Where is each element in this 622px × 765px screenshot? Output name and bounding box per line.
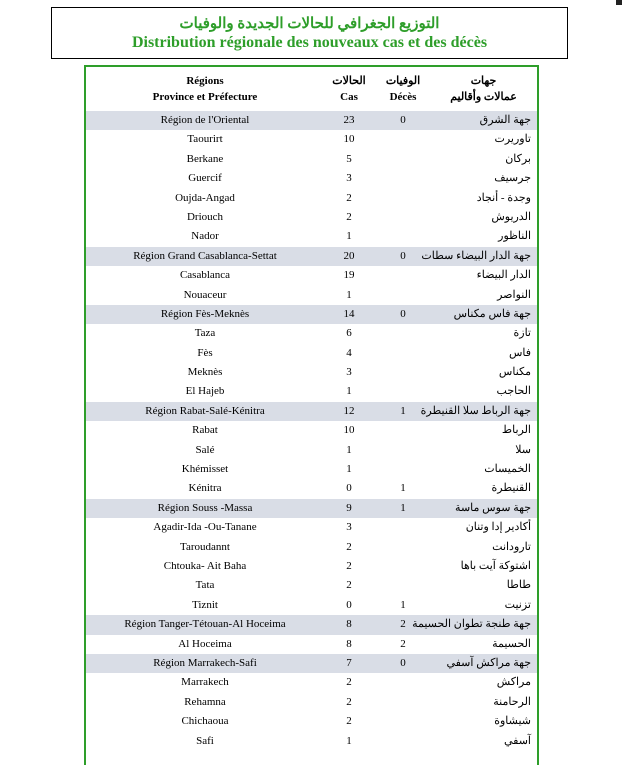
cell-arabic-name: الرباط (501, 424, 531, 437)
cell-cas: 1 (346, 463, 352, 476)
cell-deces (374, 693, 432, 712)
table-row (86, 518, 537, 537)
table-row (86, 441, 537, 460)
cell-cas: 4 (346, 346, 352, 359)
header-cas-line1: الحالات (332, 75, 366, 87)
cell-name: Marrakech (181, 676, 229, 689)
cell-deces: 1 (400, 404, 406, 417)
table-row (86, 286, 537, 305)
cell-name: Région Rabat-Salé-Kénitra (145, 404, 265, 417)
table-row (86, 693, 537, 712)
cell-arabic-name: الحاجب (496, 385, 531, 398)
header-region (86, 73, 324, 105)
table-row (86, 169, 537, 188)
cell-arabic-name: وجدة - أنجاد (476, 191, 531, 204)
cell-cas: 7 (346, 656, 352, 669)
cell-deces (374, 266, 432, 285)
cell-arabic-name: أكادير إدا وتنان (465, 521, 531, 534)
cell-deces: 0 (400, 249, 406, 262)
table-row (86, 712, 537, 731)
cell-name: Taza (194, 327, 216, 340)
corner-mark (616, 0, 622, 5)
table-row (86, 189, 537, 208)
region-row (86, 402, 537, 421)
cell-arabic-name: تارودانت (492, 540, 531, 553)
cell-deces (374, 130, 432, 149)
cell-deces (374, 363, 432, 382)
cell-name: Guercif (188, 172, 222, 185)
cell-cas: 2 (346, 695, 352, 708)
cell-name: Rehamna (184, 695, 226, 708)
cell-arabic-name: طاطا (506, 579, 531, 592)
header-cas-line2: Cas (340, 91, 358, 103)
cell-name: Région de l'Oriental (160, 114, 250, 126)
cell-cas: 12 (343, 404, 355, 417)
cell-deces: 1 (400, 598, 406, 611)
cell-deces (374, 712, 432, 731)
cell-name: Oujda-Angad (175, 191, 235, 204)
cell-name: Taourirt (187, 133, 223, 146)
cell-arabic-name: مكناس (498, 366, 531, 379)
table-row (86, 344, 537, 363)
region-row (86, 499, 537, 518)
cell-name: El Hajeb (185, 385, 225, 398)
cell-name: Tiznit (192, 598, 218, 611)
title-arabic: التوزيع الجغرافي للحالات الجديدة والوفيات (179, 16, 440, 32)
table-row (86, 479, 537, 498)
table-row (86, 673, 537, 692)
cell-deces: 0 (400, 307, 406, 320)
table-body (86, 111, 537, 751)
cell-deces: 0 (400, 114, 406, 126)
cell-arabic-name: تازة (513, 327, 531, 340)
cell-deces (374, 557, 432, 576)
cell-deces (374, 673, 432, 692)
cell-name: Chichaoua (181, 715, 229, 728)
cell-name: Khémisset (181, 463, 229, 476)
cell-cas: 1 (346, 734, 352, 747)
cell-deces (374, 150, 432, 169)
region-row (86, 615, 537, 634)
region-row (86, 305, 537, 324)
region-row (86, 654, 537, 673)
table-row (86, 557, 537, 576)
cell-cas: 2 (346, 579, 352, 592)
cell-arabic-name: الدريوش (491, 210, 531, 223)
cell-deces: 0 (400, 656, 406, 669)
title-french: Distribution régionale des nouveaux cas et des décès (131, 34, 488, 51)
cell-arabic-name: الخميسات (484, 463, 531, 476)
cell-cas: 10 (343, 424, 355, 437)
cell-name: Rabat (192, 424, 218, 437)
cell-cas: 0 (346, 482, 352, 495)
cell-name: Fès (197, 346, 213, 359)
cell-deces: 2 (400, 637, 406, 650)
table-row (86, 208, 537, 227)
cell-deces (374, 460, 432, 479)
header-ar-line1: جهات (470, 75, 497, 87)
cell-arabic-name: الحسيمة (492, 637, 531, 650)
header-deces (374, 73, 432, 105)
cell-name: Salé (195, 443, 215, 456)
header-deces-line2: Décès (389, 91, 417, 103)
header-ar-line2: عمالات وأقاليم (450, 91, 517, 103)
table-row (86, 460, 537, 479)
title-box (51, 7, 568, 59)
cell-deces (374, 538, 432, 557)
cell-cas: 1 (346, 385, 352, 398)
cell-arabic-name: اشتوكة آيت باها (460, 559, 531, 572)
cell-arabic-name: الرحامنة (493, 695, 531, 708)
cell-name: Kénitra (188, 482, 222, 495)
cell-name: Nouaceur (183, 288, 227, 301)
cell-name: Région Souss -Massa (157, 501, 253, 514)
table-header (86, 67, 537, 111)
cell-deces: 1 (400, 482, 406, 495)
cell-cas: 23 (343, 114, 355, 126)
distribution-table (84, 65, 539, 765)
cell-cas: 3 (346, 521, 352, 534)
cell-deces (374, 382, 432, 401)
table-row (86, 576, 537, 595)
cell-arabic-name: فاس (508, 346, 531, 359)
header-region-line2: Province et Préfecture (152, 91, 258, 103)
cell-cas: 9 (346, 501, 352, 514)
table-row (86, 732, 537, 751)
cell-cas: 8 (346, 637, 352, 650)
cell-name: Safi (196, 734, 214, 747)
cell-name: Chtouka- Ait Baha (163, 559, 247, 572)
cell-name: Taroudannt (180, 540, 230, 553)
header-deces-line1: الوفيات (385, 75, 421, 87)
cell-cas: 2 (346, 210, 352, 223)
cell-arabic-name: تزنيت (504, 598, 531, 611)
table-row (86, 266, 537, 285)
cell-name: Berkane (186, 152, 224, 165)
cell-deces (374, 286, 432, 305)
table-row (86, 363, 537, 382)
cell-arabic-name: بركان (505, 152, 531, 165)
cell-arabic-name: جهة فاس مكناس (453, 307, 531, 320)
header-region-line1: Régions (186, 75, 224, 87)
cell-deces (374, 576, 432, 595)
cell-name: Région Marrakech-Safi (153, 656, 257, 669)
cell-name: Agadir-Ida -Ou-Tanane (153, 521, 257, 534)
cell-deces (374, 324, 432, 343)
cell-arabic-name: جهة الدار البيضاء سطات (421, 249, 531, 262)
cell-cas: 1 (346, 230, 352, 243)
cell-deces: 1 (400, 501, 406, 514)
table-row (86, 324, 537, 343)
header-arabic-region (432, 73, 535, 105)
cell-cas: 14 (343, 307, 355, 320)
cell-cas: 3 (346, 366, 352, 379)
region-row (86, 111, 537, 130)
cell-deces (374, 421, 432, 440)
cell-arabic-name: جهة طنجة تطوان الحسيمة (412, 618, 531, 631)
cell-cas: 1 (346, 443, 352, 456)
cell-deces (374, 732, 432, 751)
cell-arabic-name: القنيطرة (491, 482, 531, 495)
cell-name: Nador (191, 230, 219, 243)
cell-name: Région Tanger-Tétouan-Al Hoceima (124, 618, 286, 631)
region-row (86, 247, 537, 266)
cell-arabic-name: جهة سوس ماسة (455, 501, 531, 514)
cell-cas: 3 (346, 172, 352, 185)
cell-cas: 5 (346, 152, 352, 165)
cell-arabic-name: شيشاوة (494, 715, 531, 728)
cell-cas: 2 (346, 715, 352, 728)
cell-name: Tata (195, 579, 215, 592)
cell-cas: 2 (346, 540, 352, 553)
cell-arabic-name: سلا (515, 443, 531, 456)
cell-deces (374, 227, 432, 246)
cell-arabic-name: جرسيف (494, 172, 531, 185)
table-row (86, 227, 537, 246)
cell-name: Casablanca (179, 269, 231, 282)
cell-deces (374, 518, 432, 537)
table-row (86, 538, 537, 557)
table-row (86, 382, 537, 401)
cell-deces (374, 208, 432, 227)
cell-arabic-name: النواصر (497, 288, 531, 301)
cell-deces (374, 189, 432, 208)
table-row (86, 421, 537, 440)
cell-arabic-name: مراكش (496, 676, 531, 689)
cell-cas: 6 (346, 327, 352, 340)
cell-deces: 2 (400, 618, 406, 631)
cell-name: Meknès (187, 366, 223, 379)
cell-name: Région Grand Casablanca-Settat (133, 249, 277, 262)
cell-cas: 8 (346, 618, 352, 631)
table-row (86, 596, 537, 615)
cell-cas: 10 (343, 133, 355, 146)
table-row (86, 635, 537, 654)
cell-arabic-name: جهة مراكش آسفي (446, 656, 531, 669)
cell-name: Driouch (186, 210, 224, 223)
cell-deces (374, 441, 432, 460)
cell-name: Région Fès-Meknès (160, 307, 250, 320)
cell-cas: 2 (346, 676, 352, 689)
cell-arabic-name: جهة الرباط سلا القنيطرة (420, 404, 531, 417)
cell-arabic-name: آسفي (503, 734, 531, 747)
cell-cas: 1 (346, 288, 352, 301)
cell-cas: 19 (343, 269, 355, 282)
header-cas (324, 73, 374, 105)
cell-deces (374, 344, 432, 363)
cell-cas: 20 (343, 249, 355, 262)
cell-deces (374, 169, 432, 188)
cell-arabic-name: جهة الشرق (479, 114, 531, 126)
cell-arabic-name: الناظور (498, 230, 531, 243)
table-row (86, 150, 537, 169)
cell-cas: 2 (346, 191, 352, 204)
cell-arabic-name: تاوريرت (494, 133, 531, 146)
cell-name: Al Hoceima (178, 637, 232, 650)
cell-cas: 2 (346, 559, 352, 572)
cell-cas: 0 (346, 598, 352, 611)
cell-arabic-name: الدار البيضاء (476, 269, 531, 282)
table-row (86, 130, 537, 149)
